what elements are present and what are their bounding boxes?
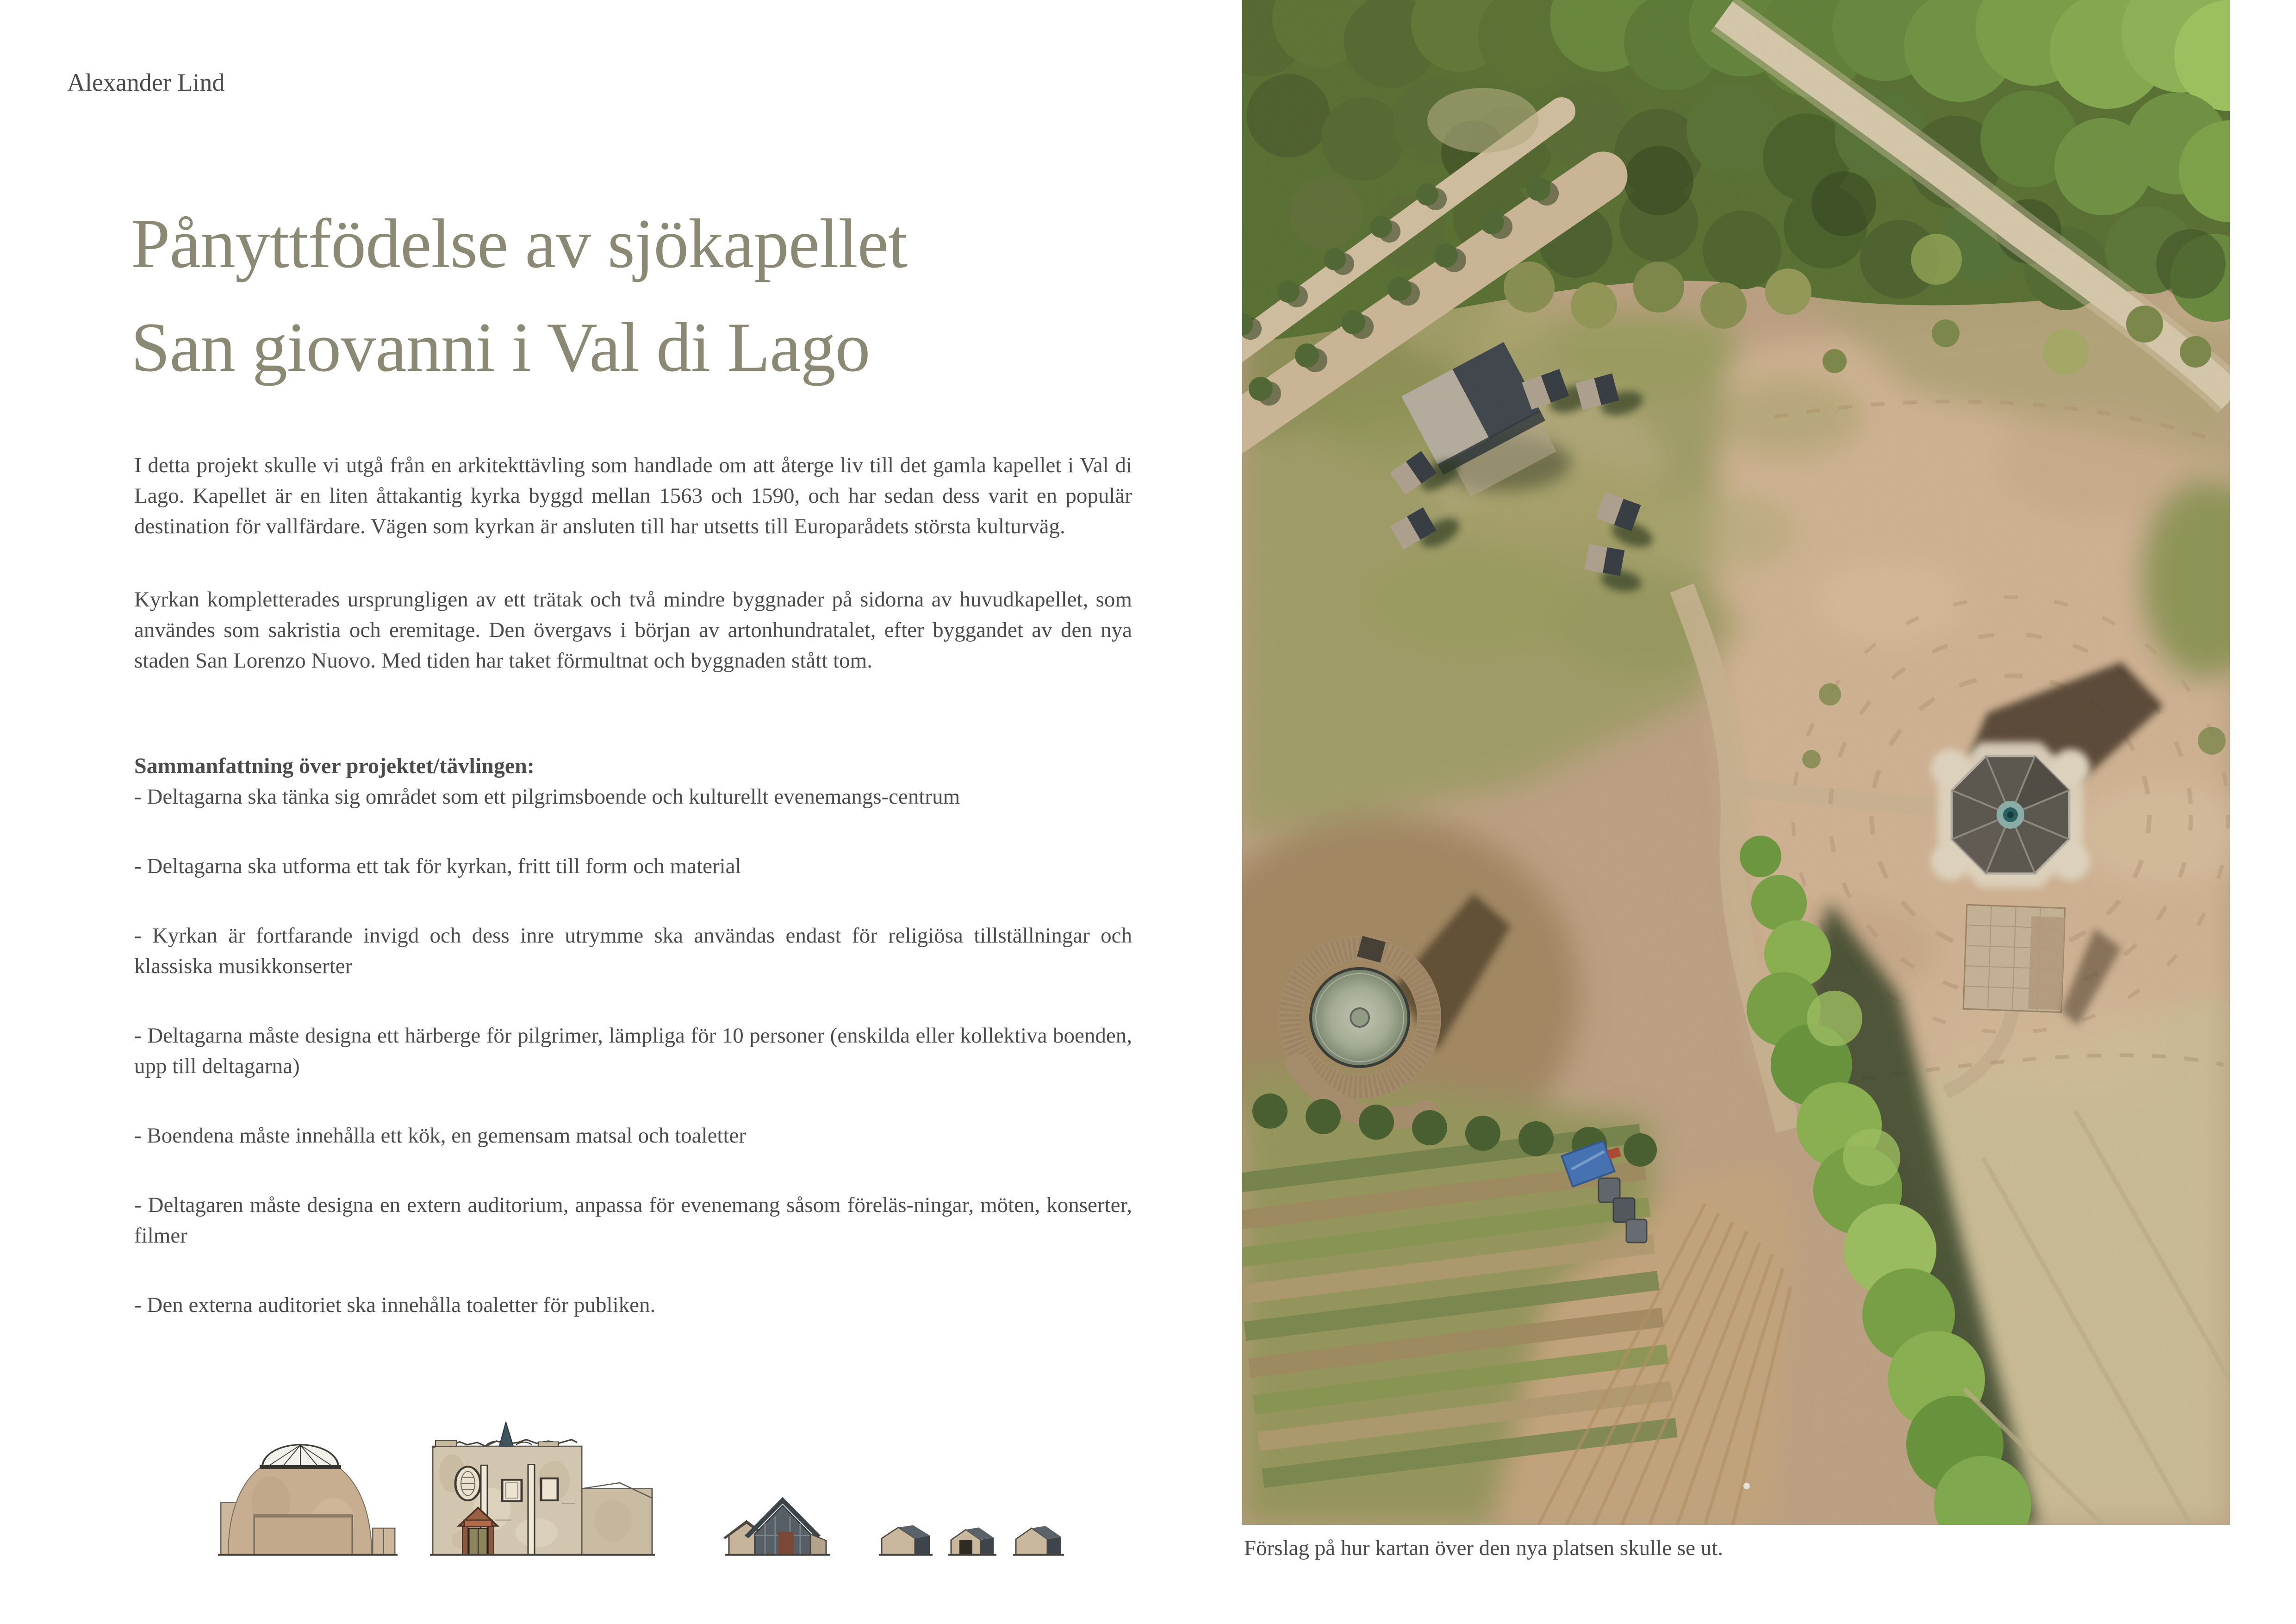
page-title-line-1: Pånyttfödelse av sjökapellet [131,205,908,282]
bullet-item: - Kyrkan är fortfarande invigd och dess inre utrymme ska användas endast för religiösa tillställningar och klassiska musikkonserter [134,924,1132,978]
elevation-drawings-svg [211,1411,1090,1565]
bullet-item: - Deltagarna ska utforma ett tak för kyrkan, fritt till form och material [134,854,741,878]
intro-paragraph-1: I detta projekt skulle vi utgå från en arkitekttävling som handlade om att återge liv till det gamla kapellet i Val di Lago. Kapellet är en liten åttakantig kyrka byggd mellan 1563 och 1590, och har sedan dess varit en populär destination för vallfärdare. Vägen som kyrkan är ansluten till har utsetts till Europarådets största kulturväg. [134,453,1132,538]
bullet-item: - Deltagaren måste designa en extern auditorium, anpassa för evenemang såsom föreläs-ningar, möten, konserter, filmer [134,1193,1132,1248]
photo-caption: Förslag på hur kartan över den nya platsen skulle se ut. [1244,1536,1724,1560]
author-name: Alexander Lind [67,69,225,96]
auditorium-elevation-drawing [218,1445,398,1555]
bullet-item: - Boendena måste innehålla ett kök, en gemensam matsal och toaletter [134,1124,747,1148]
body-text-column [134,450,1132,1320]
page-title [131,192,907,399]
summary-heading: Sammanfattning över projektet/tävlingen: [134,754,535,778]
bullet-item: - Deltagarna ska tänka sig området som ett pilgrimsboende och kulturellt evenemangs-centrum [134,785,960,809]
photo-grain-overlay [1242,0,2230,1525]
aerial-photo [1242,0,2230,1525]
elevation-drawings-strip [211,1411,1090,1565]
pilgrim-lodge-elevation-drawing [724,1500,830,1555]
aerial-photo-svg [1242,0,2230,1525]
chapel-facade-elevation-drawing [430,1422,655,1555]
summary-bullet-list [134,781,1132,1320]
bullet-item: - Den externa auditoriet ska innehålla toaletter för publiken. [134,1293,656,1317]
pilgrim-huts-elevation-drawing [879,1525,1064,1555]
bullet-item: - Deltagarna måste designa ett härberge för pilgrimer, lämpliga för 10 personer (enskilda eller kollektiva boenden, upp till deltagarna) [134,1024,1132,1078]
intro-paragraph-2: Kyrkan kompletterades ursprungligen av ett trätak och två mindre byggnader på sidorna av huvudkapellet, som användes som sakristia och eremitage. Den övergavs i början av artonhundratalet, efter byggandet av den nya staden San Lorenzo Nuovo. Med tiden har taket förmultnat och byggnaden stått tom. [134,587,1132,673]
page-title-line-2: San giovanni i Val di Lago [131,308,870,386]
